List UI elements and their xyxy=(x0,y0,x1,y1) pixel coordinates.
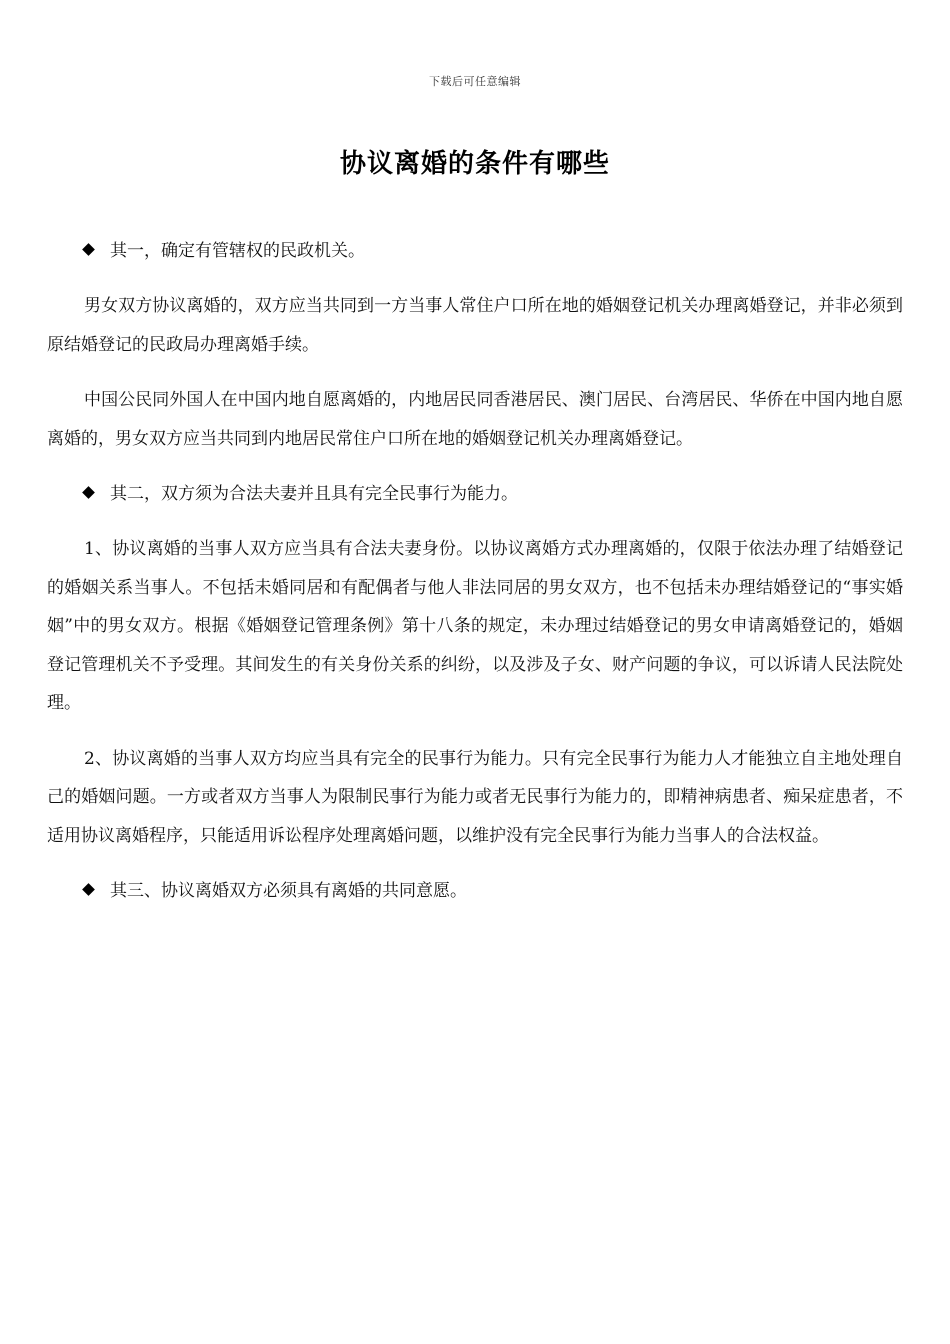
diamond-bullet-icon xyxy=(82,883,95,896)
diamond-bullet-icon xyxy=(82,486,95,499)
section-heading-3 xyxy=(47,872,903,910)
section-heading-1 xyxy=(47,232,903,270)
paragraph: 男女双方协议离婚的，双方应当共同到一方当事人常住户口所在地的婚姻登记机关办理离婚登记，并非必须到原结婚登记的民政局办理离婚手续。 xyxy=(47,296,903,355)
paragraph: 1、协议离婚的当事人双方应当具有合法夫妻身份。以协议离婚方式办理离婚的，仅限于依法办理了结婚登记的婚姻关系当事人。不包括未婚同居和有配偶者与他人非法同居的男女双方，也不包括未办理结婚登记的“事实婚姻”中的男女双方。根据《婚姻登记管理条例》第十八条的规定，未办理过结婚登记的男女申请离婚登记的，婚姻登记管理机关不予受理。其间发生的有关身份关系的纠纷，以及涉及子女、财产问题的争议，可以诉请人民法院处理。 xyxy=(47,539,903,713)
section-heading-text: 其一，确定有管辖权的民政机关。 xyxy=(110,241,365,261)
diamond-bullet-icon xyxy=(82,243,95,256)
header-note: 下载后可任意编辑 xyxy=(429,75,521,88)
paragraph: 中国公民同外国人在中国内地自愿离婚的，内地居民同香港居民、澳门居民、台湾居民、华侨在中国内地自愿离婚的，男女双方应当共同到内地居民常住户口所在地的婚姻登记机关办理离婚登记。 xyxy=(47,390,903,449)
section-heading-text: 其二，双方须为合法夫妻并且具有完全民事行为能力。 xyxy=(110,484,518,504)
section-heading-text: 其三、协议离婚双方必须具有离婚的共同意愿。 xyxy=(110,881,467,901)
document-title: 协议离婚的条件有哪些 xyxy=(339,149,610,179)
section-heading-2 xyxy=(47,475,903,513)
document-body xyxy=(47,232,903,927)
paragraph: 2、协议离婚的当事人双方均应当具有完全的民事行为能力。只有完全民事行为能力人才能独立自主地处理自己的婚姻问题。一方或者双方当事人为限制民事行为能力或者无民事行为能力的，即精神病患者、痴呆症患者，不适用协议离婚程序，只能适用诉讼程序处理离婚问题，以维护没有完全民事行为能力当事人的合法权益。 xyxy=(47,748,903,846)
